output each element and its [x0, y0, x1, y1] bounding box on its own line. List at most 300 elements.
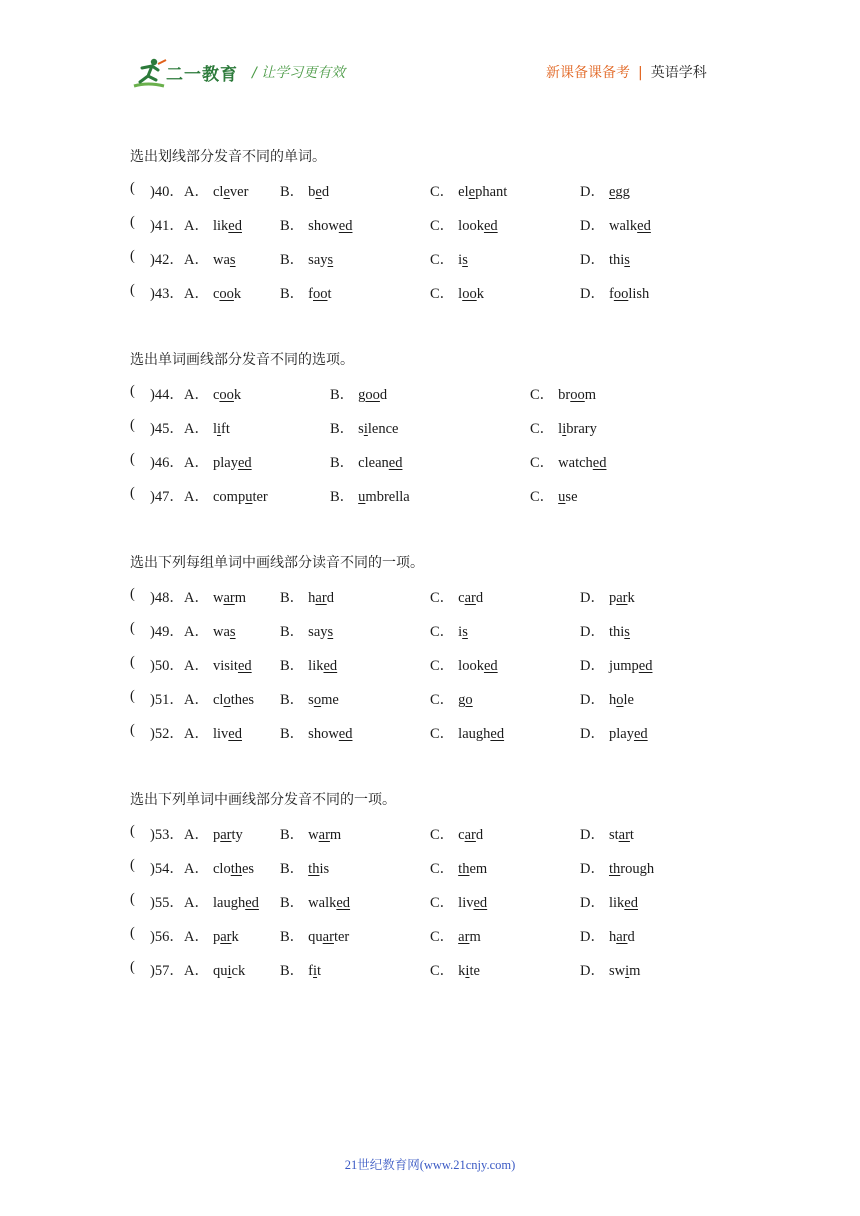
word-part: lik [212, 218, 229, 234]
option-word [609, 827, 634, 843]
option-c [430, 586, 483, 607]
answer-bracket[interactable]: ( [130, 180, 135, 196]
question-number: )54． [150, 861, 184, 877]
underlined-part: s [624, 624, 630, 640]
underlined-part: ar [220, 929, 232, 945]
word-part: look [458, 658, 484, 674]
option-label: C． [430, 218, 455, 234]
word-part: l [458, 286, 463, 302]
word-part: f [608, 286, 614, 302]
option-label: A． [184, 455, 209, 471]
option-b [280, 857, 329, 878]
logo-text: 二一教育 [166, 65, 238, 85]
option-b [330, 485, 410, 506]
word-part: m [629, 963, 641, 979]
option-d [580, 722, 648, 743]
answer-bracket[interactable]: ( [130, 891, 135, 907]
underlined-part: ed [336, 895, 351, 911]
underlined-part: ed [592, 455, 607, 471]
question-row [130, 959, 750, 979]
underlined-part: oo [365, 387, 380, 403]
question-number: )55． [150, 895, 184, 911]
option-word [213, 252, 236, 268]
answer-bracket[interactable]: ( [130, 620, 135, 636]
option-label: C． [430, 827, 455, 843]
option-label: D． [580, 895, 605, 911]
word-part: qu [212, 963, 228, 979]
underlined-part: i [363, 421, 368, 437]
word-part: m [234, 590, 247, 606]
answer-bracket[interactable]: ( [130, 857, 135, 873]
option-b [280, 959, 321, 980]
word-part: k [233, 286, 242, 302]
underlined-part: ed [388, 455, 403, 471]
option-word [308, 861, 329, 877]
option-word [609, 861, 654, 877]
underlined-part: u [245, 489, 253, 505]
word-part: h [308, 590, 316, 606]
option-label: D． [580, 963, 605, 979]
option-label: C． [430, 658, 455, 674]
option-label: B． [280, 895, 305, 911]
option-word [609, 590, 635, 606]
option-label: B． [280, 252, 305, 268]
word-part: h [608, 929, 617, 945]
option-word [213, 929, 239, 945]
section-title: 选出下列每组单词中画线部分读音不同的一项。 [130, 555, 424, 571]
answer-bracket[interactable]: ( [130, 586, 135, 602]
option-c [430, 180, 507, 201]
option-c [430, 688, 473, 709]
word-part: k [233, 387, 242, 403]
word-part: lik [308, 658, 324, 674]
question-number: )49． [150, 624, 184, 640]
word-part: te [469, 963, 480, 979]
underlined-part: e [315, 184, 322, 200]
option-word [308, 895, 350, 911]
option-a [184, 891, 259, 912]
word-part: k [627, 590, 635, 606]
answer-bracket[interactable]: ( [130, 451, 135, 467]
underlined-part: ed [228, 218, 242, 234]
question-row [130, 451, 750, 471]
word-part: el [458, 184, 469, 200]
word-part: lish [628, 286, 650, 302]
option-word [213, 489, 268, 505]
underlined-part: i [562, 421, 567, 437]
word-part: se [565, 489, 578, 505]
option-a [184, 485, 268, 506]
underlined-part: ar [616, 590, 628, 606]
word-part: lik [608, 895, 625, 911]
word-part: m [584, 387, 597, 403]
option-a [184, 722, 242, 743]
underlined-part: i [625, 963, 630, 979]
word-part: clean [358, 455, 389, 471]
option-a [184, 214, 242, 235]
option-a [184, 180, 248, 201]
underlined-part: th [458, 861, 470, 877]
question-number: )52． [150, 726, 184, 742]
question-row [130, 823, 750, 843]
underlined-part: ed [228, 726, 242, 742]
question-row [130, 654, 750, 674]
option-label: C． [430, 692, 455, 708]
question-number: )56． [150, 929, 184, 945]
underlined-part: ed [245, 895, 259, 911]
option-word [458, 861, 487, 877]
answer-bracket[interactable]: ( [130, 654, 135, 670]
question-row [130, 857, 750, 877]
underlined-part: ed [490, 726, 505, 742]
option-label: B． [280, 963, 305, 979]
word-part: t [317, 963, 322, 979]
option-label: B． [280, 658, 305, 674]
word-part: liv [212, 726, 229, 742]
underlined-part: oo [219, 387, 234, 403]
page-header [0, 0, 860, 110]
question-number: )41． [150, 218, 184, 234]
question-number: )48． [150, 590, 184, 606]
option-label: D． [580, 692, 605, 708]
word-part: c [458, 590, 465, 606]
underlined-part: ed [338, 218, 353, 234]
answer-bracket[interactable]: ( [130, 688, 135, 704]
question-row [130, 282, 750, 302]
underlined-part: ar [618, 827, 630, 843]
option-c [430, 823, 483, 844]
word-part: k [231, 929, 239, 945]
answer-bracket[interactable]: ( [130, 282, 135, 298]
word-part: i [458, 252, 463, 268]
option-label: B． [280, 286, 305, 302]
underlined-part: s [327, 252, 334, 268]
word-part: brary [566, 421, 597, 437]
option-word [609, 929, 635, 945]
word-part: c [458, 827, 465, 843]
option-c [430, 891, 487, 912]
option-label: C． [530, 455, 555, 471]
option-c [430, 925, 481, 946]
underlined-part: oo [462, 286, 477, 302]
option-b [280, 180, 329, 201]
option-label: C． [430, 286, 455, 302]
option-word [609, 624, 630, 640]
word-part: g [358, 387, 366, 403]
word-part: walk [608, 218, 638, 234]
word-part: d [326, 590, 334, 606]
word-part: es [241, 861, 255, 877]
option-a [184, 857, 254, 878]
answer-bracket[interactable]: ( [130, 485, 135, 501]
word-part: d [627, 929, 635, 945]
option-c [430, 620, 468, 641]
question-row [130, 688, 750, 708]
underlined-part: ar [464, 827, 476, 843]
word-part: cl [212, 184, 224, 200]
option-word [609, 218, 651, 234]
word-part: jump [608, 658, 639, 674]
underlined-part: i [227, 963, 232, 979]
answer-bracket[interactable]: ( [130, 823, 135, 839]
option-label: C． [530, 489, 555, 505]
word-part: gg [615, 184, 630, 200]
option-label: A． [184, 286, 209, 302]
underlined-part: oo [570, 387, 585, 403]
option-b [330, 451, 402, 472]
word-part: t [327, 286, 332, 302]
question-number: )40． [150, 184, 184, 200]
word-part: l [558, 421, 563, 437]
word-part: comp [212, 489, 246, 505]
underlined-part: e [608, 184, 616, 200]
option-word [308, 184, 329, 200]
underlined-part: i [465, 963, 470, 979]
answer-bracket[interactable]: ( [130, 383, 135, 399]
section-title: 选出单词画线部分发音不同的选项。 [130, 352, 354, 368]
word-part: mbrella [365, 489, 410, 505]
option-label: C． [430, 929, 455, 945]
word-part: thi [608, 252, 625, 268]
option-c [430, 857, 487, 878]
underlined-part: s [229, 624, 236, 640]
footer: 21世纪教育网(www.21cnjy.com) [344, 1158, 516, 1172]
option-word [458, 624, 468, 640]
option-word [213, 726, 242, 742]
answer-bracket[interactable]: ( [130, 722, 135, 738]
underlined-part: ed [323, 658, 338, 674]
option-label: B． [280, 861, 305, 877]
word-part: f [308, 286, 314, 302]
option-b [280, 214, 352, 235]
word-part: i [458, 624, 463, 640]
option-c [430, 248, 468, 269]
option-word [213, 861, 254, 877]
word-part: p [212, 827, 221, 843]
option-c [530, 417, 597, 438]
option-word [308, 624, 333, 640]
option-word [213, 286, 241, 302]
option-word [458, 827, 483, 843]
option-b [330, 417, 398, 438]
option-c [530, 383, 596, 404]
section-title: 选出下列单词中画线部分发音不同的一项。 [130, 792, 396, 808]
option-word [213, 658, 252, 674]
option-label: C． [430, 861, 455, 877]
option-word [458, 252, 468, 268]
option-word [213, 624, 236, 640]
option-word [308, 827, 341, 843]
option-b [280, 925, 349, 946]
word-part: clo [212, 861, 231, 877]
option-label: C． [430, 624, 455, 640]
question-row [130, 417, 750, 437]
word-part: laugh [212, 895, 246, 911]
option-label: B． [280, 590, 305, 606]
option-label: B． [280, 692, 305, 708]
question-row [130, 383, 750, 403]
question-number: )43． [150, 286, 184, 302]
word-part: w [308, 827, 319, 843]
option-b [280, 620, 333, 641]
option-label: D． [580, 827, 605, 843]
option-a [184, 688, 254, 709]
option-label: B． [280, 726, 305, 742]
option-label: D． [580, 286, 605, 302]
option-c [430, 959, 480, 980]
word-part: liv [458, 895, 474, 911]
question-number: )53． [150, 827, 184, 843]
underlined-part: ed [237, 658, 252, 674]
answer-bracket[interactable]: ( [130, 214, 135, 230]
option-label: A． [184, 895, 209, 911]
underlined-part: ar [318, 827, 330, 843]
underlined-part: i [217, 421, 222, 437]
underlined-part: th [308, 861, 320, 877]
answer-bracket[interactable]: ( [130, 959, 135, 975]
word-part: g [458, 692, 466, 708]
underlined-part: ar [315, 590, 327, 606]
option-word [458, 692, 473, 708]
option-word [558, 489, 577, 505]
option-b [280, 688, 339, 709]
option-word [213, 218, 242, 234]
word-part: cl [212, 692, 224, 708]
word-part: l [212, 421, 218, 437]
option-word [213, 590, 246, 606]
option-a [184, 282, 241, 303]
word-part: visit [212, 658, 238, 674]
option-d [580, 857, 654, 878]
word-part: rough [620, 861, 655, 877]
option-label: D． [580, 929, 605, 945]
underlined-part: s [462, 252, 468, 268]
underlined-part: s [327, 624, 334, 640]
word-part: st [608, 827, 619, 843]
option-word [213, 895, 259, 911]
underlined-part: s [229, 252, 236, 268]
option-label: A． [184, 489, 209, 505]
question-row [130, 722, 750, 742]
option-d [580, 586, 635, 607]
question-number: )46． [150, 455, 184, 471]
option-label: D． [580, 252, 605, 268]
word-part: s [358, 421, 364, 437]
word-part: watch [558, 455, 593, 471]
answer-bracket[interactable]: ( [130, 417, 135, 433]
option-word [609, 692, 634, 708]
option-word [358, 387, 387, 403]
option-label: A． [184, 421, 209, 437]
option-a [184, 823, 243, 844]
underlined-part: u [558, 489, 566, 505]
underlined-part: oo [313, 286, 328, 302]
underlined-part: ar [220, 827, 232, 843]
underlined-part: ed [633, 726, 648, 742]
underlined-part: e [223, 184, 230, 200]
underlined-part: s [624, 252, 630, 268]
option-word [213, 692, 254, 708]
option-label: A． [184, 218, 209, 234]
option-word [609, 658, 653, 674]
option-word [308, 218, 352, 234]
option-label: B． [330, 489, 355, 505]
option-c [430, 282, 484, 303]
answer-bracket[interactable]: ( [130, 925, 135, 941]
word-part: is [319, 861, 330, 877]
option-word [308, 726, 352, 742]
word-part: d [475, 590, 484, 606]
underlined-part: e [468, 184, 476, 200]
option-word [358, 421, 398, 437]
option-word [458, 590, 483, 606]
word-part: show [308, 726, 339, 742]
option-word [458, 218, 497, 234]
word-part: ter [252, 489, 268, 505]
word-part: k [458, 963, 466, 979]
option-word [213, 455, 252, 471]
word-part: le [623, 692, 634, 708]
underlined-part: o [313, 692, 322, 708]
option-d [580, 823, 634, 844]
underlined-part: i [313, 963, 318, 979]
underlined-part: u [358, 489, 366, 505]
word-part: k [476, 286, 484, 302]
option-label: A． [184, 184, 209, 200]
question-row [130, 925, 750, 945]
word-part: ter [333, 929, 350, 945]
option-d [580, 248, 630, 269]
underlined-part: ed [637, 218, 651, 234]
word-part: wa [212, 252, 230, 268]
word-part: play [212, 455, 238, 471]
option-label: B． [280, 184, 305, 200]
underlined-part: th [230, 861, 242, 877]
option-a [184, 620, 236, 641]
option-word [358, 489, 410, 505]
option-word [609, 286, 649, 302]
answer-bracket[interactable]: ( [130, 248, 135, 264]
underlined-part: oo [613, 286, 629, 302]
option-c [530, 485, 578, 506]
option-label: B． [280, 218, 305, 234]
running-man-icon [130, 56, 170, 90]
option-b [280, 586, 334, 607]
underlined-part: o [223, 692, 231, 708]
question-row [130, 586, 750, 606]
question-row [130, 248, 750, 268]
underlined-part: s [462, 624, 468, 640]
option-word [213, 387, 241, 403]
question-number: )57． [150, 963, 184, 979]
option-b [280, 282, 332, 303]
question-number: )44． [150, 387, 184, 403]
option-label: D． [580, 590, 605, 606]
question-number: )42． [150, 252, 184, 268]
option-a [184, 417, 230, 438]
underlined-part: o [465, 692, 473, 708]
option-b [280, 722, 352, 743]
option-c [430, 654, 498, 675]
option-d [580, 959, 640, 980]
underlined-part: ar [464, 590, 476, 606]
option-word [609, 184, 630, 200]
word-part: ver [229, 184, 249, 200]
option-word [458, 726, 504, 742]
option-word [308, 590, 334, 606]
underlined-part: ed [483, 218, 498, 234]
option-word [213, 963, 245, 979]
